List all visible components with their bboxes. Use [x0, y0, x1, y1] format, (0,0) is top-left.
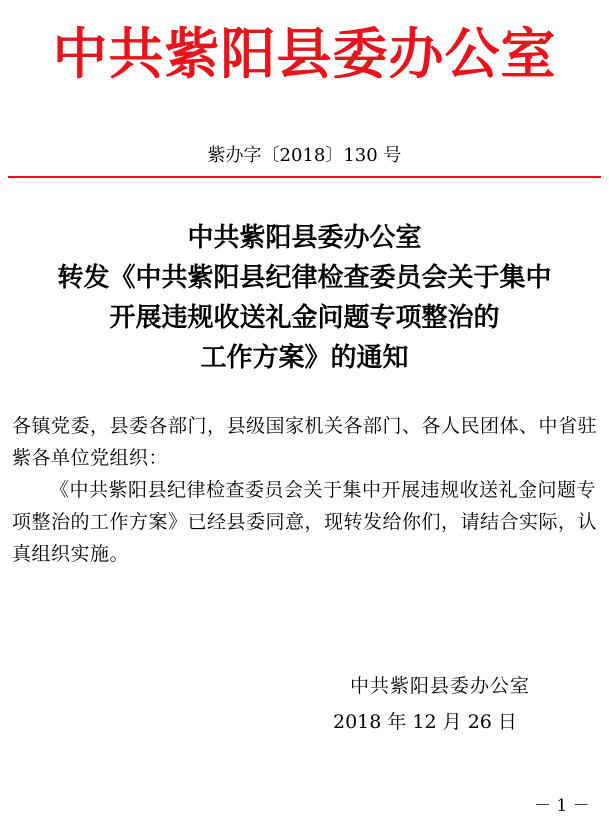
document-title: [0, 218, 609, 378]
document-title-line: 中共紫阳县委办公室: [187, 223, 422, 253]
issuing-authority-header: 中共紫阳县委办公室: [52, 21, 557, 86]
body-paragraph: 《中共紫阳县纪律检查委员会关于集中开展违规收送礼金问题专项整治的工作方案》已经县委同意，现转发给你们，请结合实际，认真组织实施。: [12, 479, 598, 565]
document-number: 紫办字〔2018〕130 号: [207, 145, 402, 166]
document-title-line: 开展违规收送礼金问题专项整治的: [109, 303, 500, 333]
issue-date: 2018 年 12 月 26 日: [333, 711, 517, 733]
document-title-line: 转发《中共紫阳县纪律检查委员会关于集中: [57, 263, 552, 293]
red-divider-line: [8, 176, 601, 178]
document-title-line: 工作方案》的通知: [200, 343, 409, 373]
page-number: － 1 －: [534, 796, 590, 816]
recipients-text: 各镇党委，县委各部门，县级国家机关各部门、各人民团体、中省驻紫各单位党组织：: [12, 415, 598, 469]
signature-issuer: 中共紫阳县委办公室: [350, 675, 531, 697]
